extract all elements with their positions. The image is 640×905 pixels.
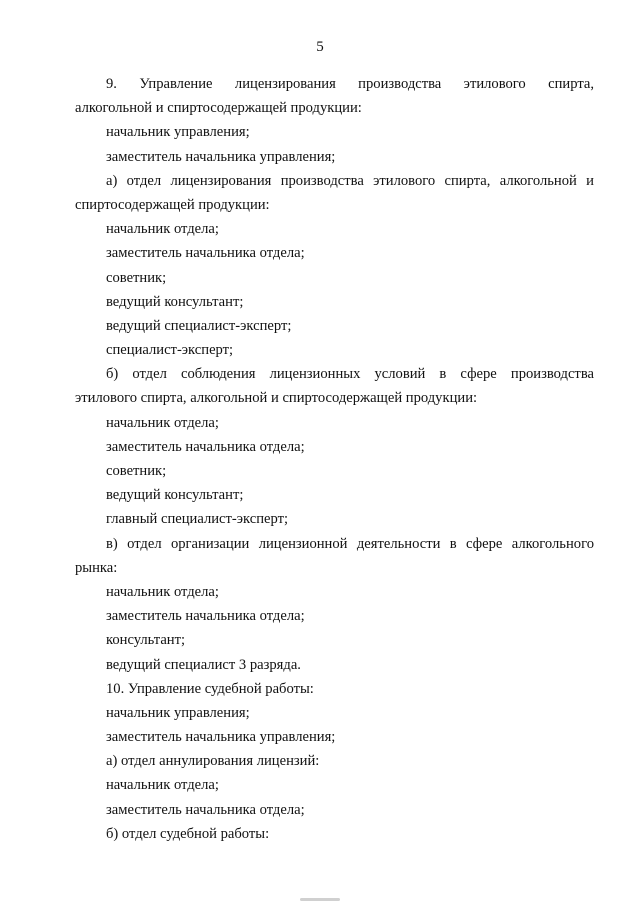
list-item: заместитель начальника отдела; bbox=[106, 438, 305, 455]
paragraph-subsection-b: б) отдел соблюдения лицензионных условий в сфере производства bbox=[106, 366, 594, 383]
list-item: заместитель начальника отдела; bbox=[106, 245, 305, 262]
paragraph-subsection-a: а) отдел лицензирования производства этилового спирта, алкогольной и bbox=[106, 172, 594, 189]
paragraph-section-9-heading: 9. Управление лицензирования производства этилового спирта, bbox=[106, 76, 594, 92]
paragraph-subsection-a-cont: спиртосодержащей продукции: bbox=[75, 196, 270, 213]
document-body bbox=[75, 72, 594, 846]
list-item: начальник отдела; bbox=[106, 414, 219, 431]
list-item: заместитель начальника управления; bbox=[106, 729, 336, 746]
list-item: заместитель начальника управления; bbox=[106, 148, 336, 165]
list-item: ведущий консультант; bbox=[106, 487, 244, 504]
list-item: заместитель начальника отдела; bbox=[106, 801, 305, 818]
paragraph-section-10-heading: 10. Управление судебной работы: bbox=[106, 680, 314, 697]
list-item: главный специалист-эксперт; bbox=[106, 511, 289, 528]
list-item: советник; bbox=[106, 463, 167, 479]
list-item: консультант; bbox=[106, 632, 186, 649]
list-item: специалист-эксперт; bbox=[106, 342, 234, 359]
list-item: начальник отдела; bbox=[106, 583, 219, 600]
paragraph-subsection-v-cont: рынка: bbox=[75, 559, 118, 576]
list-item: ведущий специалист-эксперт; bbox=[106, 317, 292, 334]
list-item: заместитель начальника отдела; bbox=[106, 608, 305, 625]
list-item: ведущий специалист 3 разряда. bbox=[106, 656, 301, 673]
paragraph-subsection-v: в) отдел организации лицензионной деятельности в сфере алкогольного bbox=[106, 535, 594, 552]
paragraph-subsection-a-annul: а) отдел аннулирования лицензий: bbox=[106, 753, 320, 770]
list-item: начальник отдела; bbox=[106, 777, 219, 794]
scan-artifact bbox=[300, 898, 340, 901]
paragraph-section-9-heading-cont: алкогольной и спиртосодержащей продукции: bbox=[75, 100, 362, 117]
page-number: 5 bbox=[316, 39, 324, 55]
paragraph-subsection-b-cont: этилового спирта, алкогольной и спиртосодержащей продукции: bbox=[75, 390, 478, 407]
list-item: ведущий консультант; bbox=[106, 293, 244, 310]
paragraph-subsection-b-court: б) отдел судебной работы: bbox=[106, 825, 270, 842]
list-item: начальник управления; bbox=[106, 124, 250, 141]
list-item: начальник управления; bbox=[106, 704, 250, 721]
list-item: начальник отдела; bbox=[106, 221, 219, 238]
list-item: советник; bbox=[106, 269, 167, 286]
